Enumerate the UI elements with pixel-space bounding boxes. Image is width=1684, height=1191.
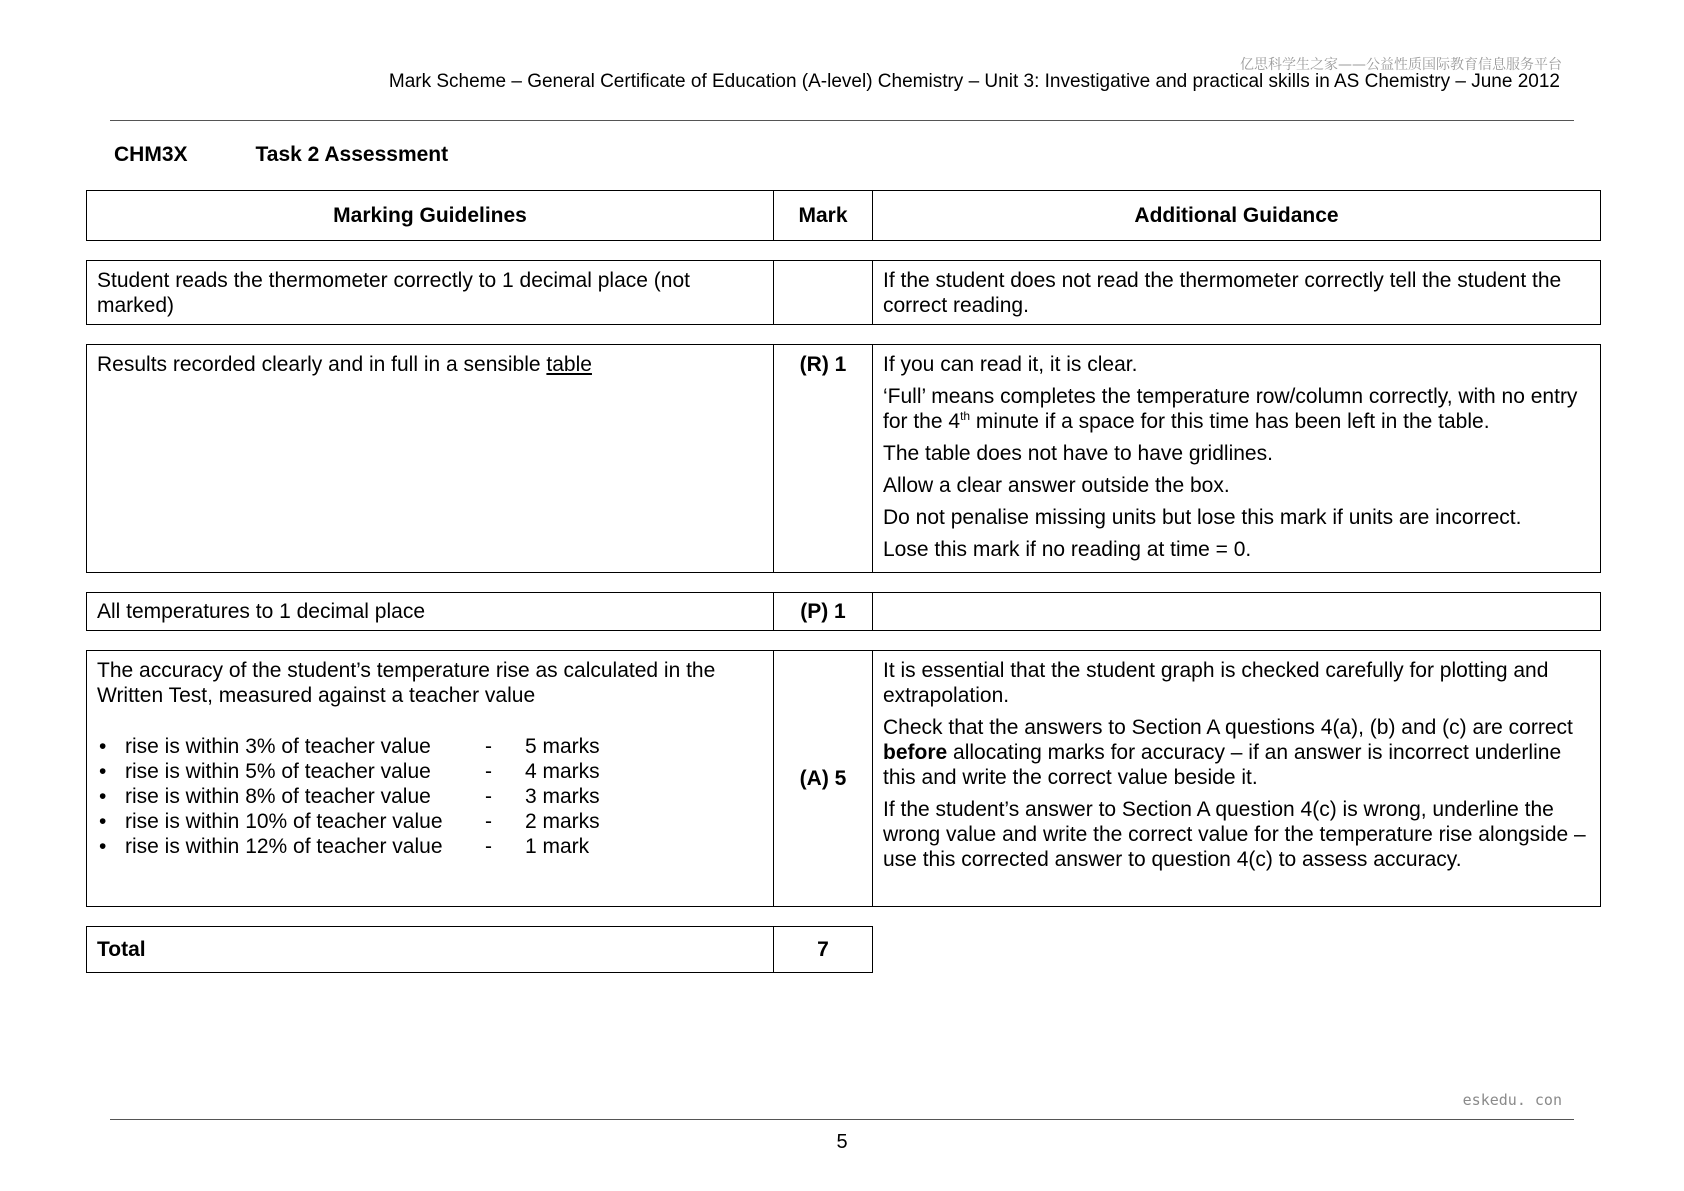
unit-code: CHM3X bbox=[114, 143, 188, 166]
header-mark: Mark bbox=[774, 191, 873, 241]
total-label: Total bbox=[87, 927, 774, 973]
thermometer-mark bbox=[774, 261, 873, 325]
accuracy-guidance-check-a: Check that the answers to Section A questions 4(a), (b) and (c) are correct bbox=[883, 716, 1573, 739]
results-guidance-full-sup: th bbox=[960, 409, 971, 423]
accuracy-intro: The accuracy of the student’s temperature rise as calculated in the Written Test, measured against a teacher value bbox=[97, 659, 716, 707]
bullet-criterion: • rise is within 8% of teacher value bbox=[125, 785, 431, 808]
page-number: 5 bbox=[836, 1131, 848, 1153]
section-heading bbox=[114, 143, 448, 167]
thermometer-guideline: Student reads the thermometer correctly to 1 decimal place (not marked) bbox=[87, 261, 774, 325]
results-guideline-table-word: table bbox=[546, 353, 592, 376]
row-thermometer bbox=[86, 260, 1601, 325]
results-guidance-outside-box: Allow a clear answer outside the box. bbox=[883, 474, 1230, 497]
results-guidance-clear: If you can read it, it is clear. bbox=[883, 353, 1138, 376]
footer-rule bbox=[110, 1119, 1574, 1120]
accuracy-bullet-list bbox=[97, 734, 763, 859]
thermometer-guidance: If the student does not read the thermometer correctly tell the student the correct reading. bbox=[873, 261, 1601, 325]
bullet-marks: 5 marks bbox=[525, 735, 600, 758]
results-mark: (R) 1 bbox=[774, 345, 873, 573]
results-guidance-full-b: minute if a space for this time has been left in the table. bbox=[970, 410, 1490, 433]
accuracy-guidance bbox=[873, 651, 1601, 907]
accuracy-bullet bbox=[97, 734, 763, 759]
accuracy-guidance-graph: It is essential that the student graph is checked carefully for plotting and extrapolation. bbox=[883, 659, 1549, 707]
bullet-dash: - bbox=[485, 735, 492, 758]
results-guideline-text: Results recorded clearly and in full in a sensible bbox=[97, 353, 547, 376]
accuracy-bullet bbox=[97, 834, 763, 859]
accuracy-guidance-check-b: allocating marks for accuracy – if an answer is incorrect underline this and write the correct value beside it. bbox=[883, 741, 1562, 789]
results-guidance bbox=[873, 345, 1601, 573]
bullet-dash: - bbox=[485, 835, 492, 858]
row-decimal-place bbox=[86, 592, 1601, 631]
header-additional-guidance: Additional Guidance bbox=[873, 191, 1601, 241]
bullet-marks: 3 marks bbox=[525, 785, 600, 808]
header-marking-guidelines: Marking Guidelines bbox=[87, 191, 774, 241]
bullet-dash: - bbox=[485, 760, 492, 783]
row-total bbox=[86, 926, 873, 973]
watermark-bottom: eskedu. con bbox=[1462, 1091, 1562, 1109]
accuracy-guidance-check bbox=[883, 715, 1590, 790]
accuracy-bullet bbox=[97, 759, 763, 784]
results-guideline bbox=[87, 345, 774, 573]
row-accuracy bbox=[86, 650, 1601, 907]
bullet-marks: 1 mark bbox=[525, 835, 590, 858]
bullet-criterion: • rise is within 12% of teacher value bbox=[125, 835, 443, 858]
results-guidance-full bbox=[883, 384, 1590, 434]
results-guidance-full-a: ‘Full’ means completes the temperature row/column correctly, with no entry for the 4 bbox=[883, 385, 1578, 433]
header-rule bbox=[110, 120, 1574, 121]
bullet-criterion: • rise is within 5% of teacher value bbox=[125, 760, 431, 783]
results-guidance-gridlines: The table does not have to have gridlines. bbox=[883, 442, 1273, 465]
decimal-guidance bbox=[873, 593, 1601, 631]
row-results bbox=[86, 344, 1601, 573]
accuracy-bullet bbox=[97, 784, 763, 809]
bullet-dash: - bbox=[485, 810, 492, 833]
header-table bbox=[86, 190, 1601, 241]
results-guidance-units: Do not penalise missing units but lose this mark if units are incorrect. bbox=[883, 506, 1522, 529]
watermark-top: 亿思科学生之家——公益性质国际教育信息服务平台 bbox=[1240, 57, 1562, 73]
accuracy-bullet bbox=[97, 809, 763, 834]
bullet-criterion: • rise is within 3% of teacher value bbox=[125, 735, 431, 758]
results-guidance-time-zero: Lose this mark if no reading at time = 0. bbox=[883, 538, 1252, 561]
bullet-criterion: • rise is within 10% of teacher value bbox=[125, 810, 443, 833]
accuracy-guideline bbox=[87, 651, 774, 907]
accuracy-mark: (A) 5 bbox=[774, 651, 873, 907]
total-mark: 7 bbox=[774, 927, 873, 973]
bullet-dash: - bbox=[485, 785, 492, 808]
running-header: Mark Scheme – General Certificate of Education (A-level) Chemistry – Unit 3: Investigative and practical skills in AS Chemistry – June 2012 bbox=[388, 71, 1560, 92]
accuracy-guidance-check-bold: before bbox=[883, 741, 948, 764]
bullet-marks: 4 marks bbox=[525, 760, 600, 783]
decimal-mark: (P) 1 bbox=[774, 593, 873, 631]
task-title: Task 2 Assessment bbox=[255, 143, 449, 166]
bullet-marks: 2 marks bbox=[525, 810, 600, 833]
decimal-guideline: All temperatures to 1 decimal place bbox=[87, 593, 774, 631]
accuracy-guidance-wrong-answer: If the student’s answer to Section A question 4(c) is wrong, underline the wrong value and write the correct value for the temperature rise alongside – use this corrected answer to question 4(c) to assess accuracy. bbox=[883, 798, 1586, 871]
